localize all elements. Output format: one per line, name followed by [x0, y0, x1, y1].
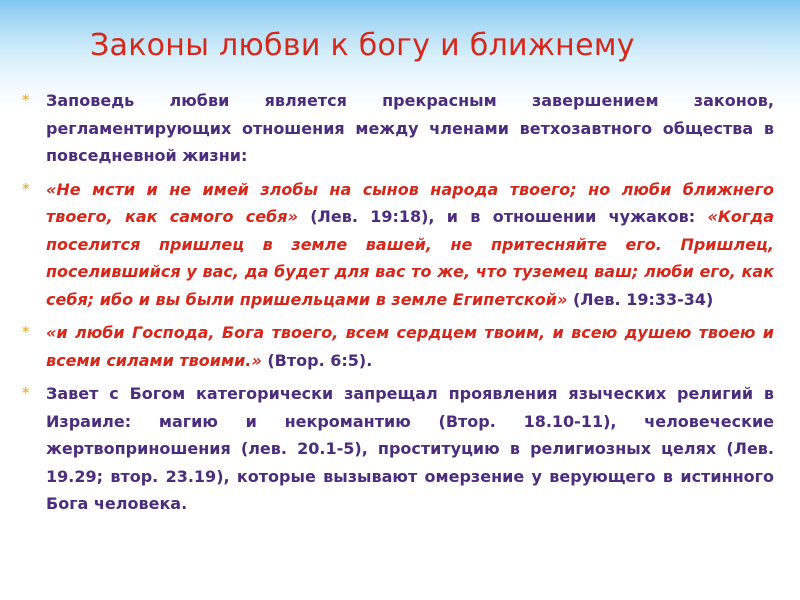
- list-item: [22, 319, 774, 374]
- bullet-star-icon: *: [22, 91, 30, 109]
- bullet-star-icon: *: [22, 323, 30, 341]
- reference-text: (Лев. 19:33-34): [567, 289, 714, 309]
- reference-text: (Лев. 19:18), и в отношении чужаков:: [297, 207, 708, 226]
- quote-text: «Не мсти и не имей злобы на сынов народа твоего; но люби ближнего твоего, как самого себя»: [46, 179, 774, 226]
- list-item: [22, 380, 774, 518]
- bullet-list: [22, 87, 774, 524]
- bullet-star-icon: *: [22, 384, 30, 402]
- reference-text: (Втор. 6:5).: [261, 350, 373, 370]
- list-item: [22, 176, 774, 314]
- item-text: Заповедь любви является прекрасным завершением законов, регламентирующих отношения между членами ветхозавтного общества в повседневной жизни:: [46, 91, 774, 165]
- bullet-star-icon: *: [22, 179, 30, 198]
- item-text: Завет с Богом категорически запрещал проявления языческих религий в Израиле: магию и некромантию (Втор. 18.10-11), человеческие жертвоприношения (лев. 20.1-5), проституцию в религиозных целях (Лев. 19.29; втор. 23.19), которые вызывают омерзение у верующего в истинного Бога человека.: [46, 384, 774, 513]
- quote-text: «и люби Господа, Бога твоего, всем сердцем твоим, и всею душею твоею и всеми силами твоими.»: [46, 323, 774, 370]
- quote-text: «Когда поселится пришлец в земле вашей, не притесняйте его. Пришлец, поселившийся у вас, да будет для вас то же, что туземец ваш; люби его, как себя; ибо и вы были пришельцами в земле Египетской»: [46, 207, 774, 309]
- slide-title: Законы любви к богу и ближнему: [90, 28, 635, 63]
- list-item: [22, 87, 774, 170]
